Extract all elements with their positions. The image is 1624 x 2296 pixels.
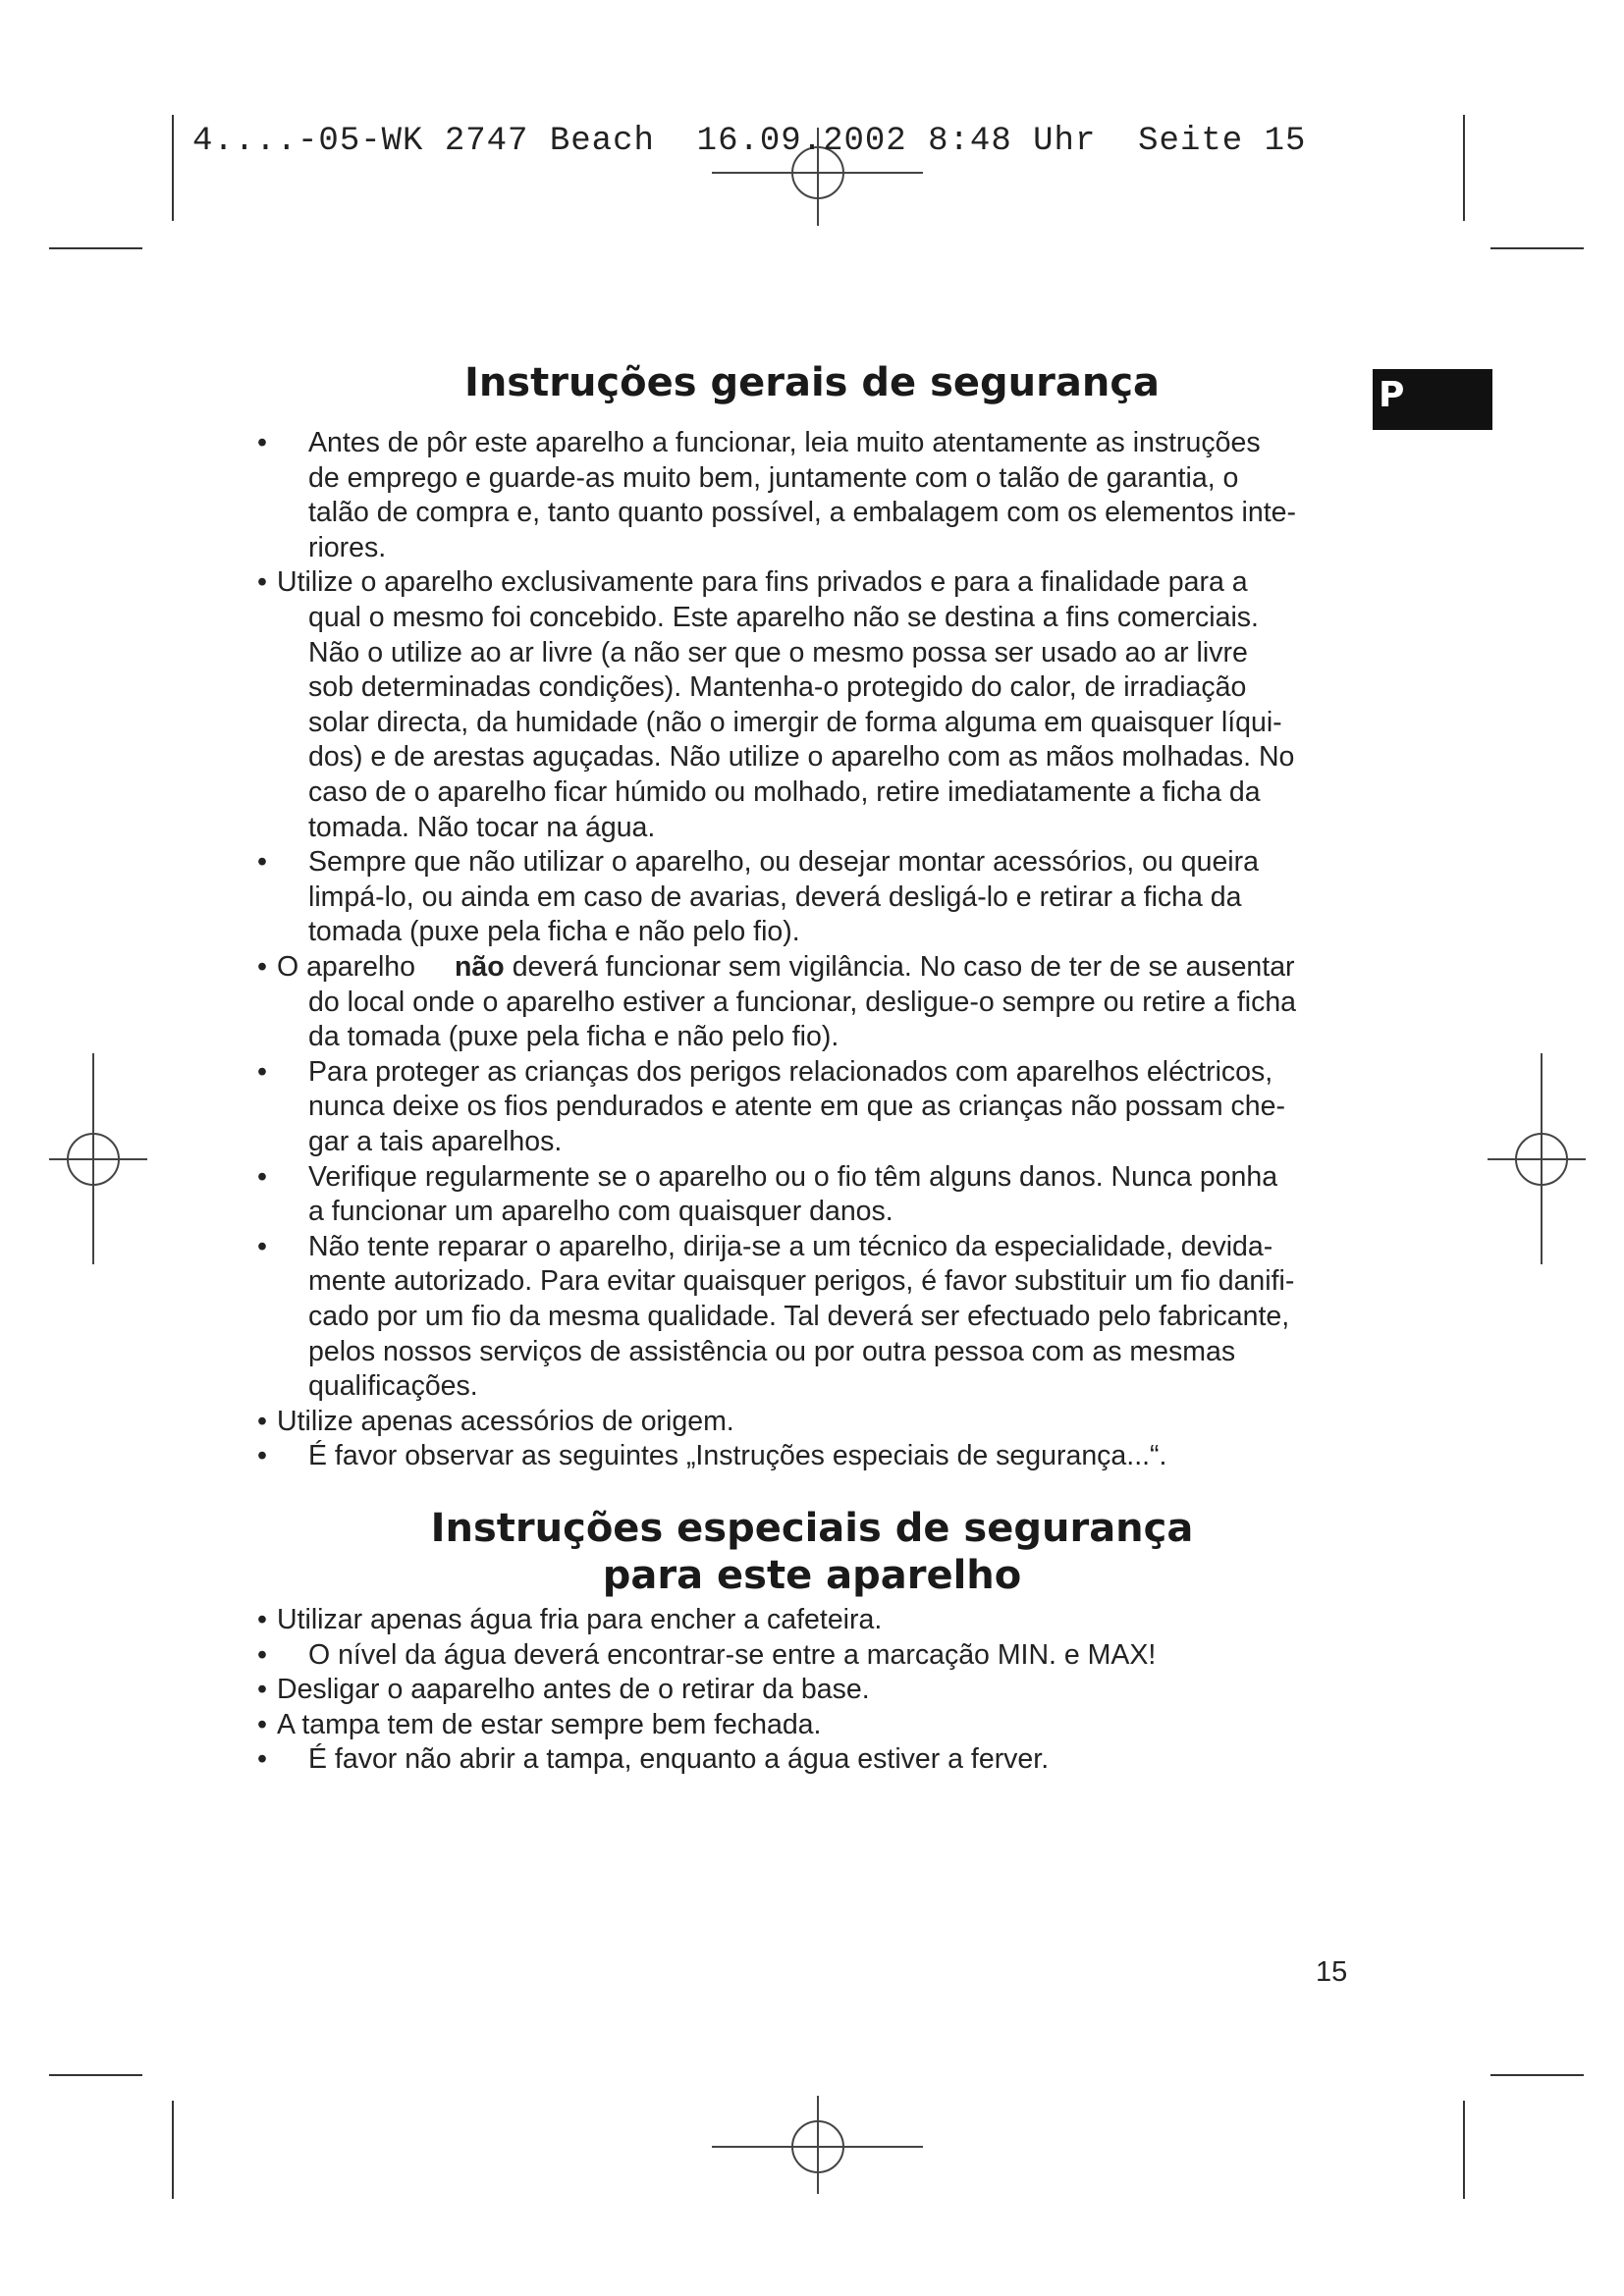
crop-mark [1490,247,1584,249]
list-item-line: de emprego e guarde-as muito bem, juntamente com o talão de garantia, o [308,461,1239,494]
list-item-line: cado por um fio da mesma qualidade. Tal deverá ser efectuado pelo fabricante, [308,1301,1290,1332]
lead-text: O aparelho [277,951,416,983]
crop-mark [49,247,142,249]
line-text: deverá funcionar sem vigilância. No caso de ter de se ausentar [512,951,1295,983]
page-number: 15 [1316,1956,1348,1988]
list-item-line [277,950,1295,986]
section-title-2 [0,1505,1624,1599]
crop-mark [1490,2074,1584,2076]
list-item-line: qual o mesmo foi concebido. Este aparelho não se destina a fins comerciais. [308,602,1259,633]
print-slug: 4....-05-WK 2747 Beach 16.09.2002 8:48 Uhr Seite 15 [192,123,1307,160]
list-item-line: É favor observar as seguintes „Instruções especiais de segurança...“. [308,1440,1167,1472]
list-item-line: riores. [308,531,387,563]
list-item-line: Não tente reparar o aparelho, dirija-se a um técnico da especialidade, devida- [308,1230,1273,1262]
list-item-line: caso de o aparelho ficar húmido ou molhado, retire imediatamente a ficha da [308,776,1261,808]
list-item-line: nunca deixe os fios pendurados e atente em que as crianças não possam che- [308,1091,1285,1123]
list-item-line: O nível da água deverá encontrar-se entre a marcação MIN. e MAX! [308,1638,1157,1671]
list-item-line: Utilize apenas acessórios de origem. [277,1405,734,1437]
emphasis-text: não [455,951,505,983]
crop-mark [172,115,174,221]
section-title: Instruções gerais de segurança [463,360,1161,405]
bullet-marker: • [257,1440,267,1472]
list-item-line: Para proteger as crianças dos perigos relacionados com aparelhos eléctricos, [308,1055,1273,1088]
registration-mark-right [1488,1053,1586,1264]
list-item-line: tomada. Não tocar na água. [308,811,656,843]
bullet-marker: • [257,846,267,879]
list-item-line: A tampa tem de estar sempre bem fechada. [277,1708,822,1740]
list-item-line: limpá-lo, ou ainda em caso de avarias, deverá desligá-lo e retirar a ficha da [308,881,1242,913]
bullet-marker: • [257,1674,267,1706]
crop-mark [1463,115,1465,221]
bullet-marker: • [257,1230,267,1262]
list-item-line: da tomada (puxe pela ficha e não pelo fio). [308,1021,839,1053]
bullet-marker: • [257,1604,267,1635]
list-item-line: Sempre que não utilizar o aparelho, ou desejar montar acessórios, ou queira [308,846,1259,879]
bullet-marker: • [257,951,267,983]
list-item-line: qualificações. [308,1370,478,1403]
list-item-line: Antes de pôr este aparelho a funcionar, leia muito atentamente as instruções [308,427,1261,458]
list-item-line: Utilize o aparelho exclusivamente para fins privados e para a finalidade para a [277,566,1248,599]
bullet-marker: • [257,1638,267,1671]
crop-mark [172,2101,174,2199]
crop-mark [49,2074,142,2076]
list-item-line: a funcionar um aparelho com quaisquer danos. [308,1196,893,1228]
list-item-line: É favor não abrir a tampa, enquanto a água estiver a ferver. [308,1743,1050,1776]
crop-mark [1463,2101,1465,2199]
bullet-marker: • [257,1405,267,1437]
bullet-marker: • [257,1708,267,1740]
language-tab-label: P [1379,375,1405,415]
list-item-line: sob determinadas condições). Mantenha-o protegido do calor, de irradiação [308,671,1247,704]
bullet-marker: • [257,566,267,599]
list-item-line: Utilizar apenas água fria para encher a cafeteira. [277,1604,883,1635]
list-item-line: do local onde o aparelho estiver a funcionar, desligue-o sempre ou retire a ficha [308,986,1297,1018]
list-item-line: Desligar o aaparelho antes de o retirar da base. [277,1674,870,1706]
list-item-line: solar directa, da humidade (não o imergir de forma alguma em quaisquer líqui- [308,706,1282,738]
list-item-line: gar a tais aparelhos. [308,1126,563,1157]
section-title-line: Instruções especiais de segurança [430,1506,1194,1551]
bullet-marker: • [257,1743,267,1776]
list-item-line: tomada (puxe pela ficha e não pelo fio). [308,916,800,948]
list-item-line: talão de compra e, tanto quanto possível, a embalagem com os elementos inte- [308,497,1296,529]
bullet-marker: • [257,427,267,458]
section-title-line: para este aparelho [602,1553,1022,1598]
bullet-marker: • [257,1055,267,1088]
list-item-line: pelos nossos serviços de assistência ou por outra pessoa com as mesmas [308,1335,1236,1367]
bullet-marker: • [257,1160,267,1193]
list-item-line: Verifique regularmente se o aparelho ou o fio têm alguns danos. Nunca ponha [308,1160,1278,1193]
registration-mark-bottom [712,2096,923,2194]
registration-mark-left [49,1053,147,1264]
list-item-line: mente autorizado. Para evitar quaisquer perigos, é favor substituir um fio danifi- [308,1265,1295,1298]
list-item-line: dos) e de arestas aguçadas. Não utilize o aparelho com as mãos molhadas. No [308,741,1295,774]
list-item-line: Não o utilize ao ar livre (a não ser que o mesmo possa ser usado ao ar livre [308,636,1248,668]
